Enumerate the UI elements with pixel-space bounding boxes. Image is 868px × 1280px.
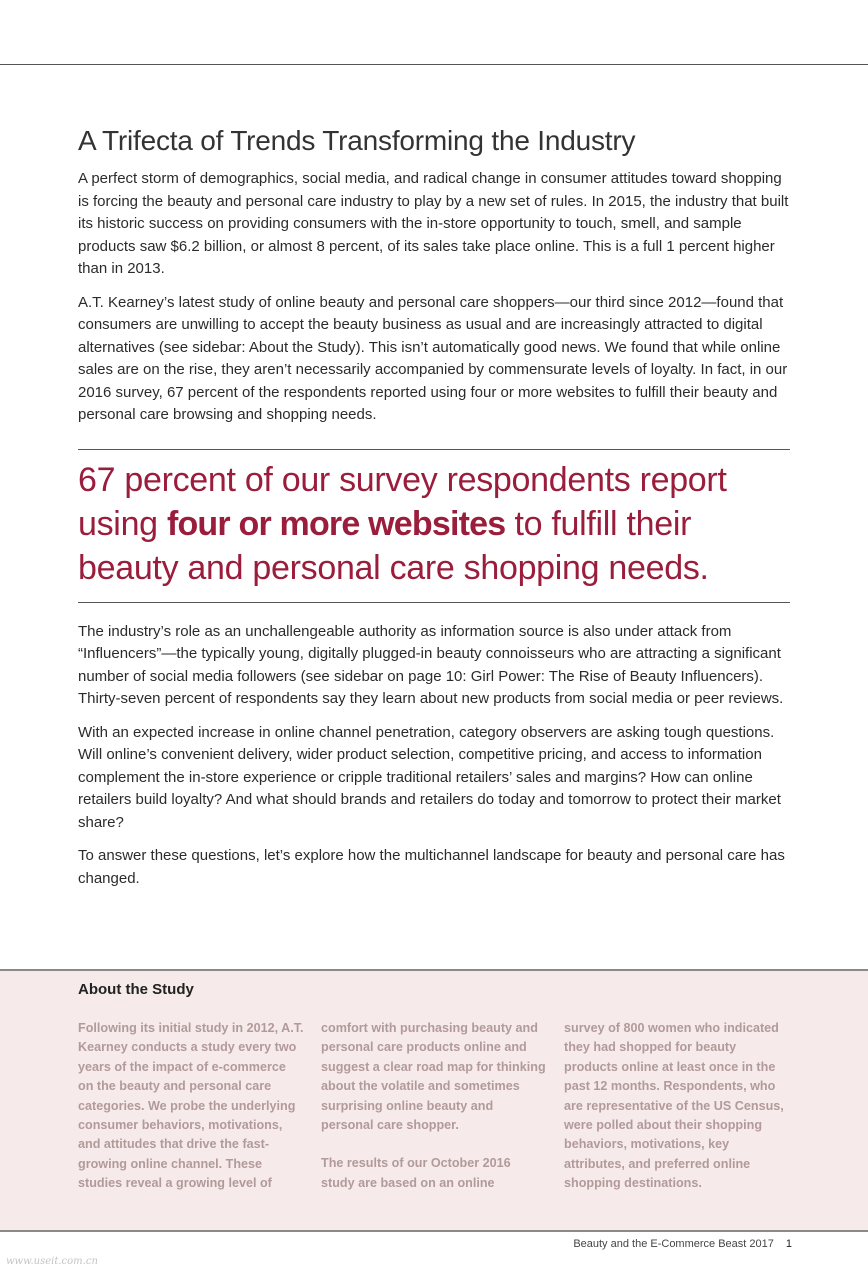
- pull-quote-emphasis: four or more websites: [166, 504, 506, 543]
- sidebar-col2-text-2: The results of our October 2016 study are based on an online: [321, 1156, 511, 1190]
- paragraph-3: The industry’s role as an unchallengeable authority as information source is also under attack from “Influencers”—the typically young, digitally plugged-in beauty connoisseurs who are attracting a significant number of social media followers (see sidebar on page 10: Girl Power: The Rise of Beauty Influencers). Thirty-seven percent of respondents say they learn about new products from social media or peer reviews.: [78, 622, 784, 707]
- paragraph-5: To answer these questions, let’s explore how the multichannel landscape for beauty and personal care has changed.: [78, 847, 785, 887]
- sidebar-column-1: [78, 1019, 304, 1213]
- main-content: [78, 124, 790, 901]
- sidebar-col1-text: Following its initial study in 2012, A.T. Kearney conducts a study every two years of the impact of e-commerce on the beauty and personal care categories. We probe the underlying consumer behaviors, motivations, and attitudes that drive the fast-growing online channel. These studies reveal a growing level of: [78, 1021, 304, 1191]
- about-the-study-sidebar: [0, 969, 868, 1232]
- paragraph-1: A perfect storm of demographics, social media, and radical change in consumer attitudes toward shopping is forcing the beauty and personal care industry to play by a new set of rules. In 2015, the industry that built its historic success on providing consumers with the in-store opportunity to touch, smell, and sample products saw $6.2 billion, or almost 8 percent, of its sales take place online. This is a full 1 percent higher than in 2013.: [78, 170, 789, 277]
- sidebar-title: About the Study: [78, 981, 194, 998]
- pull-quote-text: [78, 458, 790, 590]
- pull-quote: [78, 449, 790, 603]
- sidebar-col2-text-1: comfort with purchasing beauty and personal care products online and suggest a clear road map for thinking about the volatile and sometimes surprising online beauty and personal care shopper.: [321, 1021, 546, 1133]
- sidebar-column-3: [564, 1019, 790, 1213]
- sidebar-column-2: [321, 1019, 547, 1212]
- pull-quote-after: to fulfill their beauty and personal care shopping needs.: [78, 504, 709, 587]
- page-heading: A Trifecta of Trends Transforming the Industry: [78, 125, 636, 156]
- paragraph-2: A.T. Kearney’s latest study of online beauty and personal care shoppers—our third since 2012—found that consumers are unwilling to accept the beauty business as usual and are increasingly attracted to digital alternatives (see sidebar: About the Study). This isn’t automatically good news. We found that while online sales are on the rise, they aren’t necessarily accompanied by commensurate levels of loyalty. In fact, in our 2016 survey, 67 percent of the respondents reported using four or more websites to fulfill their beauty and personal care browsing and shopping needs.: [78, 293, 788, 423]
- page-footer: [573, 1238, 792, 1250]
- footer-title: Beauty and the E-Commerce Beast 2017: [573, 1238, 774, 1250]
- watermark: www.useit.com.cn: [6, 1256, 98, 1267]
- sidebar-col3-text: survey of 800 women who indicated they had shopped for beauty products online at least once in the past 12 months. Respondents, who are representative of the US Census, were polled about their shopping behaviors, motivations, key attributes, and preferred online shopping destinations.: [564, 1021, 784, 1191]
- paragraph-4: With an expected increase in online channel penetration, category observers are asking tough questions. Will online’s convenient delivery, wider product selection, competitive pricing, and access to information complement the in-store experience or cripple traditional retailers’ sales and margins? How can online retailers build loyalty? And what should brands and retailers do today and tomorrow to protect their market share?: [78, 723, 781, 831]
- top-rule: [0, 64, 868, 65]
- pull-quote-before: 67 percent of our survey respondents report using: [78, 460, 727, 543]
- page-number: 1: [785, 1238, 792, 1250]
